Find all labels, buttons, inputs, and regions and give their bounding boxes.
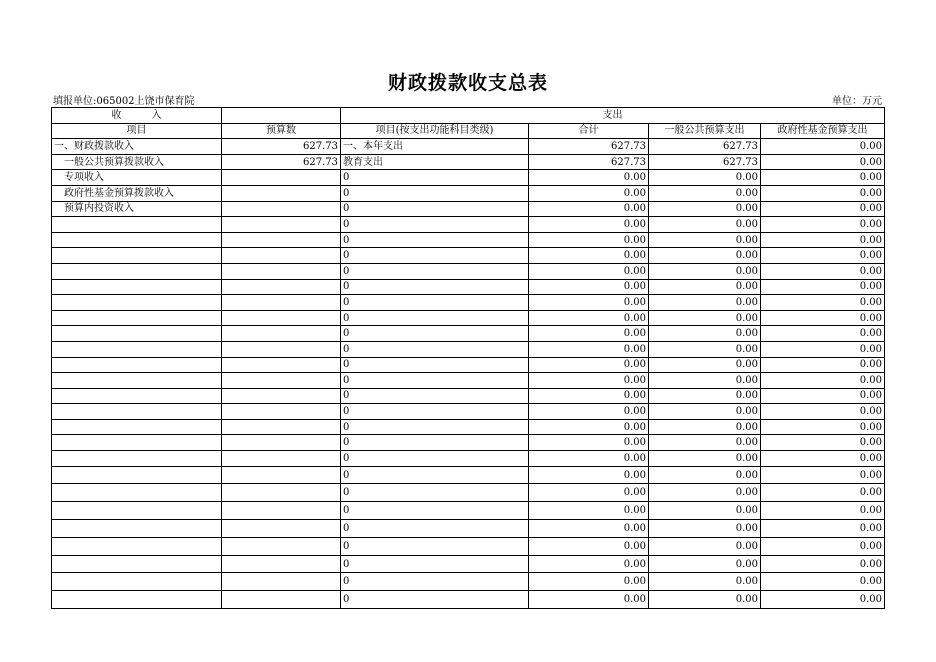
table-row bbox=[52, 295, 885, 311]
general-budget-cell: 0.00 bbox=[649, 435, 761, 451]
table-row bbox=[52, 502, 885, 520]
expense-item-cell: 0 bbox=[341, 170, 529, 186]
income-value-cell bbox=[222, 248, 341, 264]
table-row bbox=[52, 341, 885, 357]
expense-total-cell: 0.00 bbox=[529, 201, 649, 217]
income-value-cell bbox=[222, 419, 341, 435]
expense-total-cell: 0.00 bbox=[529, 248, 649, 264]
col-header-fund: 政府性基金预算支出 bbox=[761, 123, 885, 139]
general-budget-cell: 0.00 bbox=[649, 419, 761, 435]
expense-total-cell: 0.00 bbox=[529, 279, 649, 295]
income-item-cell bbox=[52, 341, 222, 357]
expense-total-cell: 0.00 bbox=[529, 537, 649, 555]
expense-item-cell: 0 bbox=[341, 502, 529, 520]
fund-budget-cell: 0.00 bbox=[761, 435, 885, 451]
table-row bbox=[52, 139, 885, 155]
table-row bbox=[52, 404, 885, 420]
expense-total-cell: 0.00 bbox=[529, 404, 649, 420]
general-budget-cell: 0.00 bbox=[649, 388, 761, 404]
table-row bbox=[52, 466, 885, 484]
expense-total-cell: 0.00 bbox=[529, 435, 649, 451]
table-row bbox=[52, 154, 885, 170]
fund-budget-cell: 0.00 bbox=[761, 502, 885, 520]
general-budget-cell: 0.00 bbox=[649, 466, 761, 484]
income-item-cell: 一、财政拨款收入 bbox=[52, 139, 222, 155]
income-item-cell bbox=[52, 357, 222, 373]
fund-budget-cell: 0.00 bbox=[761, 451, 885, 467]
income-item-cell: 预算内投资收入 bbox=[52, 201, 222, 217]
income-item-cell bbox=[52, 520, 222, 538]
fund-budget-cell: 0.00 bbox=[761, 326, 885, 342]
expense-total-cell: 0.00 bbox=[529, 232, 649, 248]
income-item-cell bbox=[52, 484, 222, 502]
table-row bbox=[52, 373, 885, 389]
income-value-cell bbox=[222, 388, 341, 404]
table-row bbox=[52, 217, 885, 233]
fund-budget-cell: 0.00 bbox=[761, 591, 885, 609]
income-value-cell bbox=[222, 185, 341, 201]
fund-budget-cell: 0.00 bbox=[761, 217, 885, 233]
expense-item-cell: 0 bbox=[341, 217, 529, 233]
income-value-cell bbox=[222, 591, 341, 609]
income-value-cell bbox=[222, 263, 341, 279]
expense-item-cell: 0 bbox=[341, 373, 529, 389]
expense-item-cell: 0 bbox=[341, 451, 529, 467]
expense-total-cell: 627.73 bbox=[529, 139, 649, 155]
fund-budget-cell: 0.00 bbox=[761, 520, 885, 538]
income-value-cell: 627.73 bbox=[222, 154, 341, 170]
income-item-cell bbox=[52, 451, 222, 467]
general-budget-cell: 0.00 bbox=[649, 295, 761, 311]
expense-item-cell: 0 bbox=[341, 232, 529, 248]
fund-budget-cell: 0.00 bbox=[761, 139, 885, 155]
income-value-cell bbox=[222, 232, 341, 248]
income-item-cell bbox=[52, 573, 222, 591]
fund-budget-cell: 0.00 bbox=[761, 573, 885, 591]
income-item-cell bbox=[52, 232, 222, 248]
table-row bbox=[52, 591, 885, 609]
general-budget-cell: 0.00 bbox=[649, 484, 761, 502]
col-header-total: 合计 bbox=[529, 123, 649, 139]
income-item-cell bbox=[52, 388, 222, 404]
expense-total-cell: 0.00 bbox=[529, 170, 649, 186]
col-header-general: 一般公共预算支出 bbox=[649, 123, 761, 139]
expense-total-cell: 0.00 bbox=[529, 326, 649, 342]
fund-budget-cell: 0.00 bbox=[761, 201, 885, 217]
income-value-cell bbox=[222, 520, 341, 538]
income-value-cell bbox=[222, 555, 341, 573]
expense-item-cell: 0 bbox=[341, 404, 529, 420]
income-item-cell bbox=[52, 404, 222, 420]
income-value-cell bbox=[222, 326, 341, 342]
general-budget-cell: 0.00 bbox=[649, 232, 761, 248]
general-budget-cell: 0.00 bbox=[649, 502, 761, 520]
income-item-cell bbox=[52, 419, 222, 435]
col-header-item: 项目 bbox=[52, 123, 222, 139]
income-value-cell: 627.73 bbox=[222, 139, 341, 155]
fund-budget-cell: 0.00 bbox=[761, 341, 885, 357]
expense-total-cell: 0.00 bbox=[529, 484, 649, 502]
header-row-columns bbox=[52, 123, 885, 139]
general-budget-cell: 0.00 bbox=[649, 373, 761, 389]
income-value-cell bbox=[222, 484, 341, 502]
table-row bbox=[52, 388, 885, 404]
header-blank-cell bbox=[222, 108, 341, 124]
expense-item-cell: 0 bbox=[341, 555, 529, 573]
general-budget-cell: 0.00 bbox=[649, 357, 761, 373]
general-budget-cell: 0.00 bbox=[649, 555, 761, 573]
expense-item-cell: 0 bbox=[341, 341, 529, 357]
expense-total-cell: 0.00 bbox=[529, 388, 649, 404]
fund-budget-cell: 0.00 bbox=[761, 404, 885, 420]
expense-item-cell: 0 bbox=[341, 537, 529, 555]
fund-budget-cell: 0.00 bbox=[761, 388, 885, 404]
fund-budget-cell: 0.00 bbox=[761, 295, 885, 311]
fund-budget-cell: 0.00 bbox=[761, 263, 885, 279]
summary-table bbox=[51, 107, 885, 609]
expense-item-cell: 0 bbox=[341, 388, 529, 404]
fund-budget-cell: 0.00 bbox=[761, 419, 885, 435]
income-value-cell bbox=[222, 341, 341, 357]
general-budget-cell: 0.00 bbox=[649, 326, 761, 342]
table-row bbox=[52, 357, 885, 373]
fund-budget-cell: 0.00 bbox=[761, 537, 885, 555]
table-row bbox=[52, 279, 885, 295]
general-budget-cell: 627.73 bbox=[649, 139, 761, 155]
table-row bbox=[52, 326, 885, 342]
income-value-cell bbox=[222, 451, 341, 467]
income-item-cell bbox=[52, 502, 222, 520]
expense-item-cell: 0 bbox=[341, 310, 529, 326]
table-row bbox=[52, 484, 885, 502]
expense-item-cell: 教育支出 bbox=[341, 154, 529, 170]
fund-budget-cell: 0.00 bbox=[761, 232, 885, 248]
general-budget-cell: 0.00 bbox=[649, 520, 761, 538]
income-value-cell bbox=[222, 537, 341, 555]
income-value-cell bbox=[222, 279, 341, 295]
fund-budget-cell: 0.00 bbox=[761, 466, 885, 484]
expense-total-cell: 0.00 bbox=[529, 341, 649, 357]
income-item-cell bbox=[52, 279, 222, 295]
expense-item-cell: 0 bbox=[341, 201, 529, 217]
fund-budget-cell: 0.00 bbox=[761, 555, 885, 573]
fund-budget-cell: 0.00 bbox=[761, 154, 885, 170]
col-header-budget: 预算数 bbox=[222, 123, 341, 139]
income-value-cell bbox=[222, 502, 341, 520]
income-item-cell bbox=[52, 591, 222, 609]
page-title: 财政拨款收支总表 bbox=[387, 72, 548, 94]
table-row bbox=[52, 419, 885, 435]
table-row bbox=[52, 170, 885, 186]
income-item-cell: 专项收入 bbox=[52, 170, 222, 186]
table-row bbox=[52, 555, 885, 573]
fund-budget-cell: 0.00 bbox=[761, 185, 885, 201]
general-budget-cell: 0.00 bbox=[649, 201, 761, 217]
fund-budget-cell: 0.00 bbox=[761, 170, 885, 186]
expense-total-cell: 0.00 bbox=[529, 373, 649, 389]
expense-item-cell: 0 bbox=[341, 435, 529, 451]
expense-total-cell: 0.00 bbox=[529, 520, 649, 538]
general-budget-cell: 0.00 bbox=[649, 185, 761, 201]
expense-item-cell: 一、本年支出 bbox=[341, 139, 529, 155]
income-value-cell bbox=[222, 201, 341, 217]
expense-item-cell: 0 bbox=[341, 263, 529, 279]
general-budget-cell: 0.00 bbox=[649, 404, 761, 420]
income-item-cell bbox=[52, 373, 222, 389]
expense-total-cell: 0.00 bbox=[529, 466, 649, 484]
income-value-cell bbox=[222, 466, 341, 484]
expense-item-cell: 0 bbox=[341, 573, 529, 591]
filler-unit: 填报单位:065002上饶市保育院 bbox=[53, 96, 195, 107]
expense-group-header: 支出 bbox=[341, 108, 885, 124]
unit-label: 单位：万元 bbox=[832, 96, 882, 107]
income-item-cell bbox=[52, 537, 222, 555]
table-row bbox=[52, 248, 885, 264]
table-row bbox=[52, 435, 885, 451]
general-budget-cell: 0.00 bbox=[649, 310, 761, 326]
expense-item-cell: 0 bbox=[341, 591, 529, 609]
table-row bbox=[52, 263, 885, 279]
income-item-cell: 一般公共预算拨款收入 bbox=[52, 154, 222, 170]
table-row bbox=[52, 201, 885, 217]
income-item-cell bbox=[52, 217, 222, 233]
income-value-cell bbox=[222, 373, 341, 389]
table-row bbox=[52, 310, 885, 326]
fund-budget-cell: 0.00 bbox=[761, 248, 885, 264]
expense-total-cell: 0.00 bbox=[529, 295, 649, 311]
expense-total-cell: 0.00 bbox=[529, 502, 649, 520]
expense-item-cell: 0 bbox=[341, 357, 529, 373]
expense-item-cell: 0 bbox=[341, 419, 529, 435]
income-item-cell bbox=[52, 310, 222, 326]
general-budget-cell: 627.73 bbox=[649, 154, 761, 170]
expense-total-cell: 0.00 bbox=[529, 310, 649, 326]
general-budget-cell: 0.00 bbox=[649, 537, 761, 555]
general-budget-cell: 0.00 bbox=[649, 341, 761, 357]
income-value-cell bbox=[222, 573, 341, 591]
income-item-cell bbox=[52, 263, 222, 279]
income-item-cell bbox=[52, 435, 222, 451]
table-row bbox=[52, 451, 885, 467]
expense-item-cell: 0 bbox=[341, 248, 529, 264]
table-row bbox=[52, 232, 885, 248]
table-row bbox=[52, 520, 885, 538]
table-row bbox=[52, 573, 885, 591]
expense-total-cell: 0.00 bbox=[529, 573, 649, 591]
income-item-cell bbox=[52, 295, 222, 311]
general-budget-cell: 0.00 bbox=[649, 573, 761, 591]
income-value-cell bbox=[222, 435, 341, 451]
expense-item-cell: 0 bbox=[341, 326, 529, 342]
income-item-cell: 政府性基金预算拨款收入 bbox=[52, 185, 222, 201]
general-budget-cell: 0.00 bbox=[649, 591, 761, 609]
expense-total-cell: 0.00 bbox=[529, 591, 649, 609]
expense-item-cell: 0 bbox=[341, 466, 529, 484]
general-budget-cell: 0.00 bbox=[649, 279, 761, 295]
expense-total-cell: 0.00 bbox=[529, 555, 649, 573]
income-group-header: 收 入 bbox=[52, 108, 222, 124]
general-budget-cell: 0.00 bbox=[649, 170, 761, 186]
expense-total-cell: 0.00 bbox=[529, 185, 649, 201]
expense-total-cell: 0.00 bbox=[529, 451, 649, 467]
income-item-cell bbox=[52, 248, 222, 264]
income-value-cell bbox=[222, 217, 341, 233]
expense-total-cell: 627.73 bbox=[529, 154, 649, 170]
general-budget-cell: 0.00 bbox=[649, 248, 761, 264]
expense-item-cell: 0 bbox=[341, 185, 529, 201]
expense-total-cell: 0.00 bbox=[529, 419, 649, 435]
expense-item-cell: 0 bbox=[341, 520, 529, 538]
fund-budget-cell: 0.00 bbox=[761, 373, 885, 389]
expense-item-cell: 0 bbox=[341, 279, 529, 295]
income-value-cell bbox=[222, 310, 341, 326]
general-budget-cell: 0.00 bbox=[649, 217, 761, 233]
fund-budget-cell: 0.00 bbox=[761, 310, 885, 326]
table-row bbox=[52, 537, 885, 555]
expense-total-cell: 0.00 bbox=[529, 357, 649, 373]
col-header-exp-item: 项目(按支出功能科目类级) bbox=[341, 123, 529, 139]
income-item-cell bbox=[52, 555, 222, 573]
expense-total-cell: 0.00 bbox=[529, 217, 649, 233]
income-item-cell bbox=[52, 326, 222, 342]
income-item-cell bbox=[52, 466, 222, 484]
fund-budget-cell: 0.00 bbox=[761, 279, 885, 295]
table-row bbox=[52, 185, 885, 201]
expense-total-cell: 0.00 bbox=[529, 263, 649, 279]
income-value-cell bbox=[222, 404, 341, 420]
expense-item-cell: 0 bbox=[341, 484, 529, 502]
general-budget-cell: 0.00 bbox=[649, 263, 761, 279]
fund-budget-cell: 0.00 bbox=[761, 357, 885, 373]
header-row-group bbox=[52, 108, 885, 124]
general-budget-cell: 0.00 bbox=[649, 451, 761, 467]
income-value-cell bbox=[222, 357, 341, 373]
expense-item-cell: 0 bbox=[341, 295, 529, 311]
income-value-cell bbox=[222, 170, 341, 186]
income-value-cell bbox=[222, 295, 341, 311]
fund-budget-cell: 0.00 bbox=[761, 484, 885, 502]
